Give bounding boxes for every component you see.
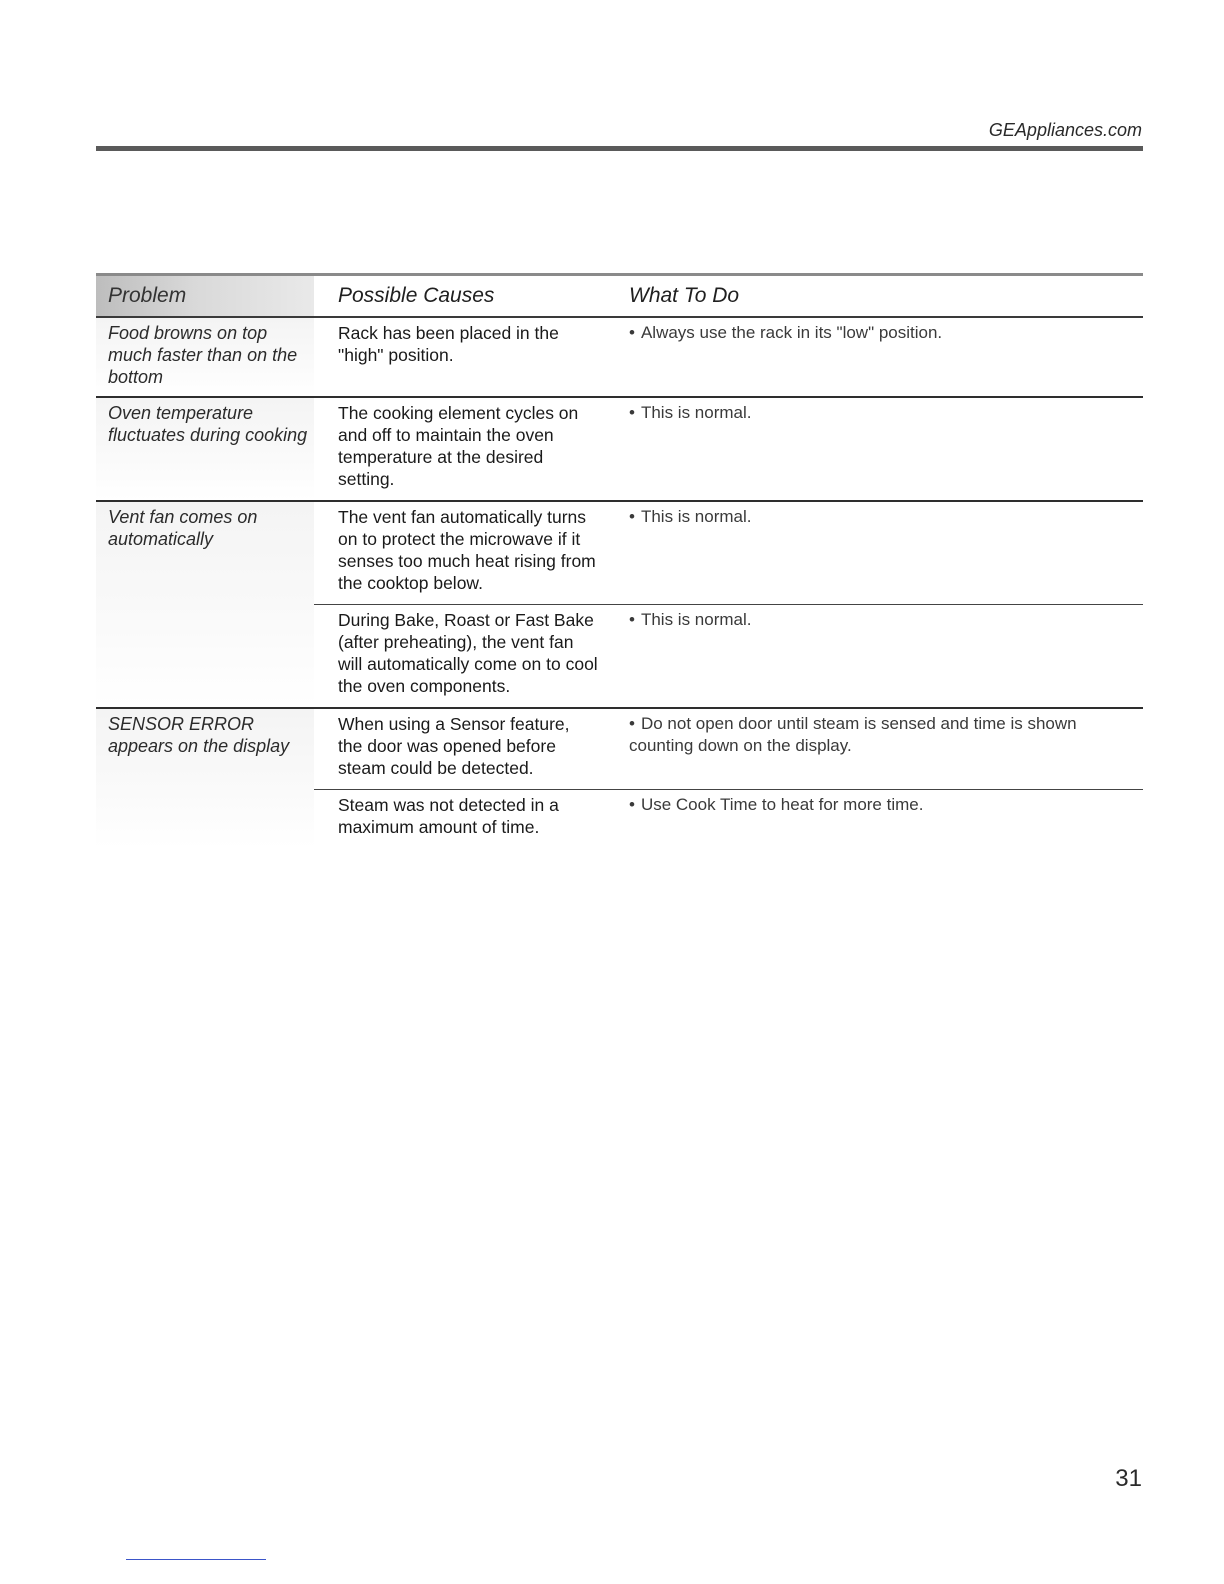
cause-row (314, 398, 1143, 500)
todo-text: Use Cook Time to heat for more time. (640, 795, 924, 814)
problem-cell: Oven temperature fluctuates during cooking (96, 398, 314, 500)
table-row (96, 318, 1143, 398)
header-what-to-do: What To Do (629, 284, 740, 307)
bullet-icon: • (629, 323, 635, 342)
problem-cell: Vent fan comes on automatically (96, 502, 314, 707)
cause-row (314, 502, 1143, 604)
site-url: GEAppliances.com (988, 120, 1142, 140)
todo-text: This is normal. (640, 610, 752, 629)
causes-group (314, 318, 1143, 396)
bullet-icon: • (629, 610, 635, 629)
causes-group (314, 398, 1143, 500)
cause-row (314, 318, 1143, 376)
header-possible-causes: Possible Causes (338, 284, 495, 307)
cause-cell: The cooking element cycles on and off to maintain the oven temperature at the desired setting. (338, 403, 579, 489)
causes-group (314, 502, 1143, 707)
cause-cell: Rack has been placed in the "high" position. (338, 323, 559, 365)
cause-cell: The vent fan automatically turns on to protect the microwave if it senses too much heat rising from the cooktop below. (338, 507, 596, 593)
todo-cell (604, 502, 1143, 604)
todo-cell (604, 605, 1143, 707)
page-number: 31 (1115, 1465, 1142, 1492)
cause-row (314, 604, 1143, 707)
bullet-icon: • (629, 403, 635, 422)
todo-text: This is normal. (640, 507, 752, 526)
bullet-icon: • (629, 507, 635, 526)
todo-cell (604, 709, 1143, 789)
bullet-icon: • (629, 714, 635, 733)
todo-text: Always use the rack in its "low" position. (640, 323, 943, 342)
bullet-icon: • (629, 795, 635, 814)
cause-cell: During Bake, Roast or Fast Bake (after preheating), the vent fan will automatically come on to cool the oven components. (338, 610, 598, 696)
cause-row (314, 789, 1143, 848)
todo-text: This is normal. (640, 403, 752, 422)
table-row (96, 709, 1143, 848)
header-rule (96, 146, 1143, 151)
footer-link-line (126, 1559, 266, 1560)
problem-cell: SENSOR ERROR appears on the display (96, 709, 314, 848)
todo-cell (604, 398, 1143, 500)
troubleshooting-table (96, 273, 1143, 848)
todo-cell (604, 790, 1143, 848)
todo-cell (604, 318, 1143, 376)
table-row (96, 398, 1143, 502)
problem-cell: Food browns on top much faster than on the bottom (96, 318, 314, 396)
table-row (96, 502, 1143, 709)
header-problem: Problem (96, 276, 314, 316)
table-header (96, 273, 1143, 318)
cause-row (314, 709, 1143, 789)
causes-group (314, 709, 1143, 848)
todo-text: Do not open door until steam is sensed and time is shown counting down on the display. (629, 714, 1077, 755)
cause-cell: When using a Sensor feature, the door was opened before steam could be detected. (338, 714, 570, 778)
cause-cell: Steam was not detected in a maximum amount of time. (338, 795, 559, 837)
